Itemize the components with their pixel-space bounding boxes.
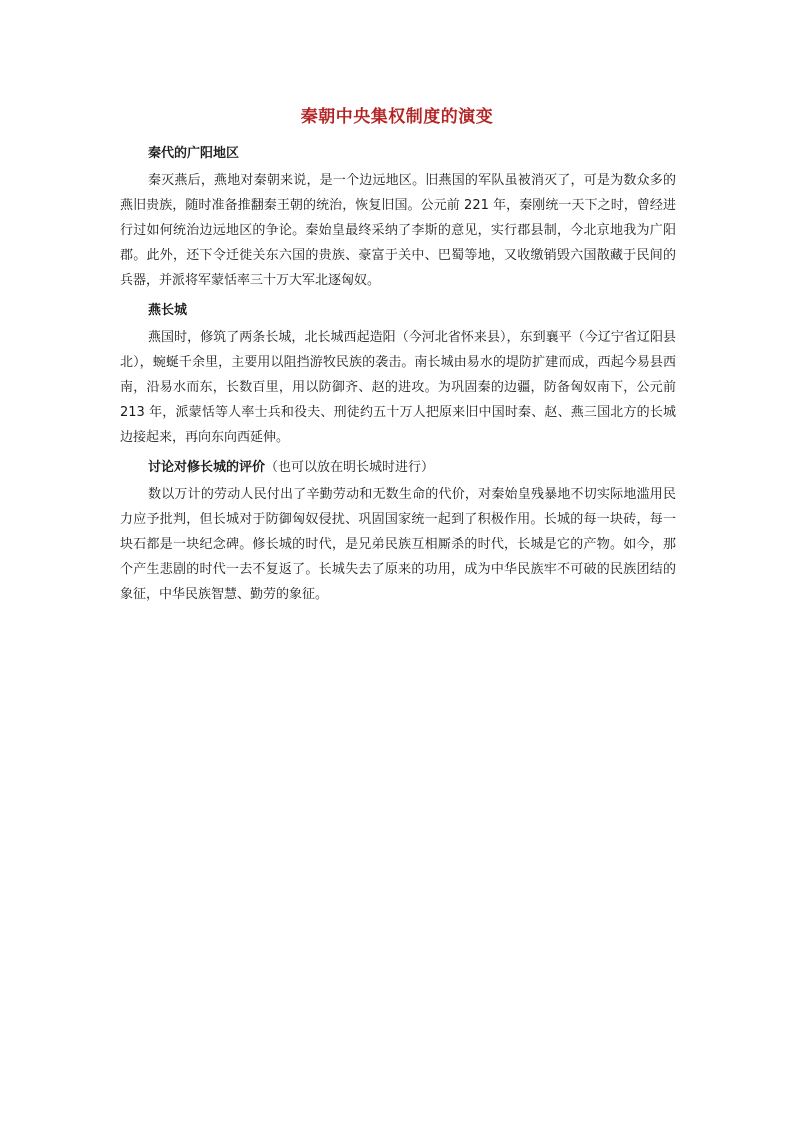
section-heading: 秦代的广阳地区	[148, 146, 240, 161]
section-paragraph: 燕国时，修筑了两条长城，北长城西起造阳（今河北省怀来县），东到襄平（今辽宁省辽阳县北），蜿蜒千余里，主要用以阻挡游牧民族的袭击。南长城由易水的堤防扩建而成，西起今易县西南，沿易水而东，长数百里，用以防御齐、赵的进攻。为巩固秦的边疆，防备匈奴南下，公元前 213 年，派蒙恬等人率士兵和役夫、刑徒约五十万人把原来旧中国时秦、赵、燕三国北方的长城边接起来，再向东向西延伸。	[120, 330, 676, 445]
section-paragraph: 秦灭燕后，燕地对秦朝来说，是一个边远地区。旧燕国的军队虽被消灭了，可是为数众多的燕旧贵族，随时准备推翻秦王朝的统治，恢复旧国。公元前 221 年，秦刚统一天下之时，曾经进行过如何统治边远地区的争论。秦始皇最终采纳了李斯的意见，实行郡县制，今北京地我为广阳郡。此外，还下令迁徙关东六国的贵族、豪富于关中、巴蜀等地，又收缴销毁六国散藏于民间的兵器，并派将军蒙恬率三十万大军北逐匈奴。	[120, 173, 676, 288]
section-heading-with-note	[120, 454, 676, 482]
section-heading-note: （也可以放在明长城时进行）	[265, 460, 435, 475]
section-guangyang	[120, 140, 676, 293]
section-yan-great-wall	[120, 297, 676, 450]
document-title: 秦朝中央集权制度的演变	[300, 107, 494, 127]
section-discussion	[120, 454, 676, 607]
section-heading-text: 讨论对修长城的评价	[148, 460, 266, 475]
section-heading: 燕长城	[148, 303, 188, 318]
document-body	[120, 140, 676, 611]
section-paragraph: 数以万计的劳动人民付出了辛勤劳动和无数生命的代价，对秦始皇残暴地不切实际地滥用民力应予批判，但长城对于防御匈奴侵扰、巩固国家统一起到了积极作用。长城的每一块砖，每一块石都是一块纪念碑。修长城的时代，是兄弟民族互相厮杀的时代，长城是它的产物。如今，那个产生悲剧的时代一去不复返了。长城失去了原来的功用，成为中华民族牢不可破的民族团结的象征，中华民族智慧、勤劳的象征。	[120, 487, 676, 602]
